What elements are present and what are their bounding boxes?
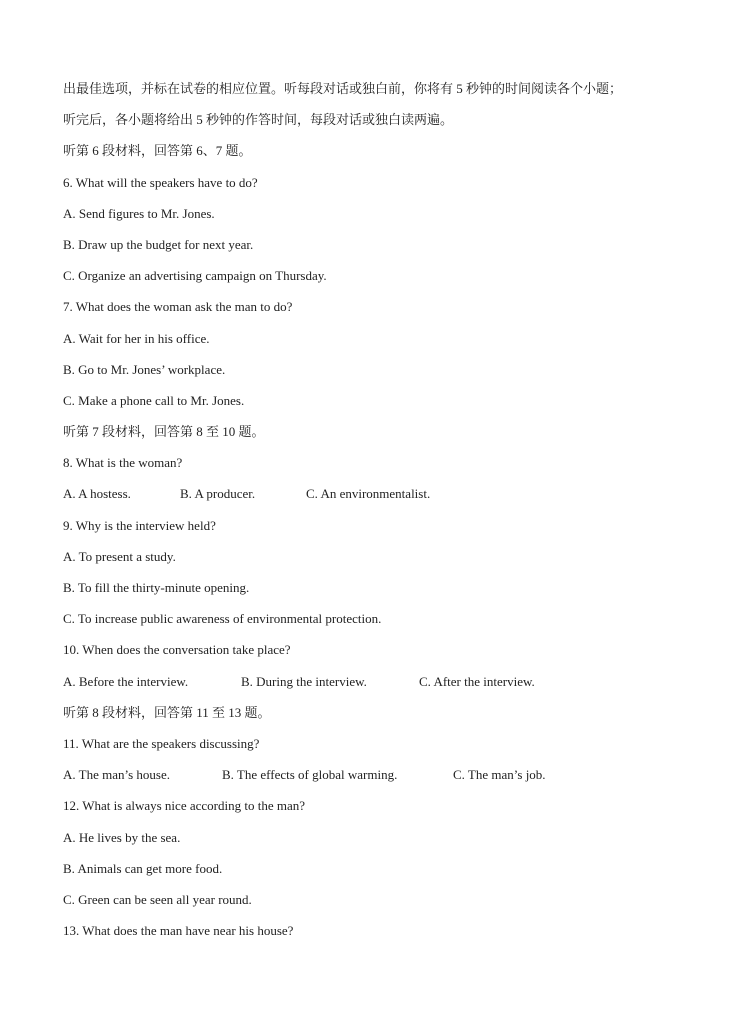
intro-line-1: 出最佳选项，并标在试卷的相应位置。听每段对话或独白前，你将有 5 秒钟的时间阅读各个小题； [63,81,623,96]
question-10-option-a: A. Before the interview. [63,673,189,689]
exam-page [63,76,703,949]
question-11: 11. What are the speakers discussing? [63,735,260,751]
question-12-option-b: B. Animals can get more food. [63,860,223,876]
question-10-options [63,669,703,700]
question-9-option-b: B. To fill the thirty-minute opening. [63,580,250,595]
question-9-option-c: C. To increase public awareness of environmental protection. [63,611,382,627]
question-7-option-b: B. Go to Mr. Jones’ workplace. [63,361,226,377]
question-6-option-b: B. Draw up the budget for next year. [63,236,254,252]
question-7-option-a: A. Wait for her in his office. [63,330,210,346]
question-9-option-a: A. To present a study. [63,548,176,564]
question-12-option-a: A. He lives by the sea. [63,829,181,845]
question-6-option-a: A. Send figures to Mr. Jones. [63,205,215,221]
question-11-option-c: C. The man’s job. [453,767,546,783]
question-8-option-b: B. A producer. [180,486,256,502]
question-13: 13. What does the man have near his house? [63,923,294,939]
question-11-option-b: B. The effects of global warming. [222,767,398,783]
question-10: 10. When does the conversation take place? [63,642,291,658]
question-6-option-c: C. Organize an advertising campaign on Thursday. [63,268,327,284]
question-11-options [63,762,703,793]
question-8: 8. What is the woman? [63,455,183,471]
question-9: 9. Why is the interview held? [63,517,216,533]
intro-line-2: 听完后，各小题将给出 5 秒钟的作答时间，每段对话或独白读两遍。 [63,112,454,128]
question-7: 7. What does the woman ask the man to do? [63,299,293,315]
section-8-heading: 听第 8 段材料，回答第 11 至 13 题。 [63,704,271,720]
question-7-option-c: C. Make a phone call to Mr. Jones. [63,392,245,408]
section-6-heading: 听第 6 段材料，回答第 6、7 题。 [63,143,252,159]
question-8-option-c: C. An environmentalist. [306,486,431,502]
question-12: 12. What is always nice according to the man? [63,798,305,814]
section-7-heading: 听第 7 段材料，回答第 8 至 10 题。 [63,424,265,440]
question-10-option-b: B. During the interview. [241,673,367,689]
question-8-option-a: A. A hostess. [63,486,131,502]
question-6: 6. What will the speakers have to do? [63,174,258,190]
question-8-options [63,481,703,512]
question-11-option-a: A. The man’s house. [63,767,170,783]
question-10-option-c: C. After the interview. [419,673,535,689]
question-12-option-c: C. Green can be seen all year round. [63,891,252,907]
